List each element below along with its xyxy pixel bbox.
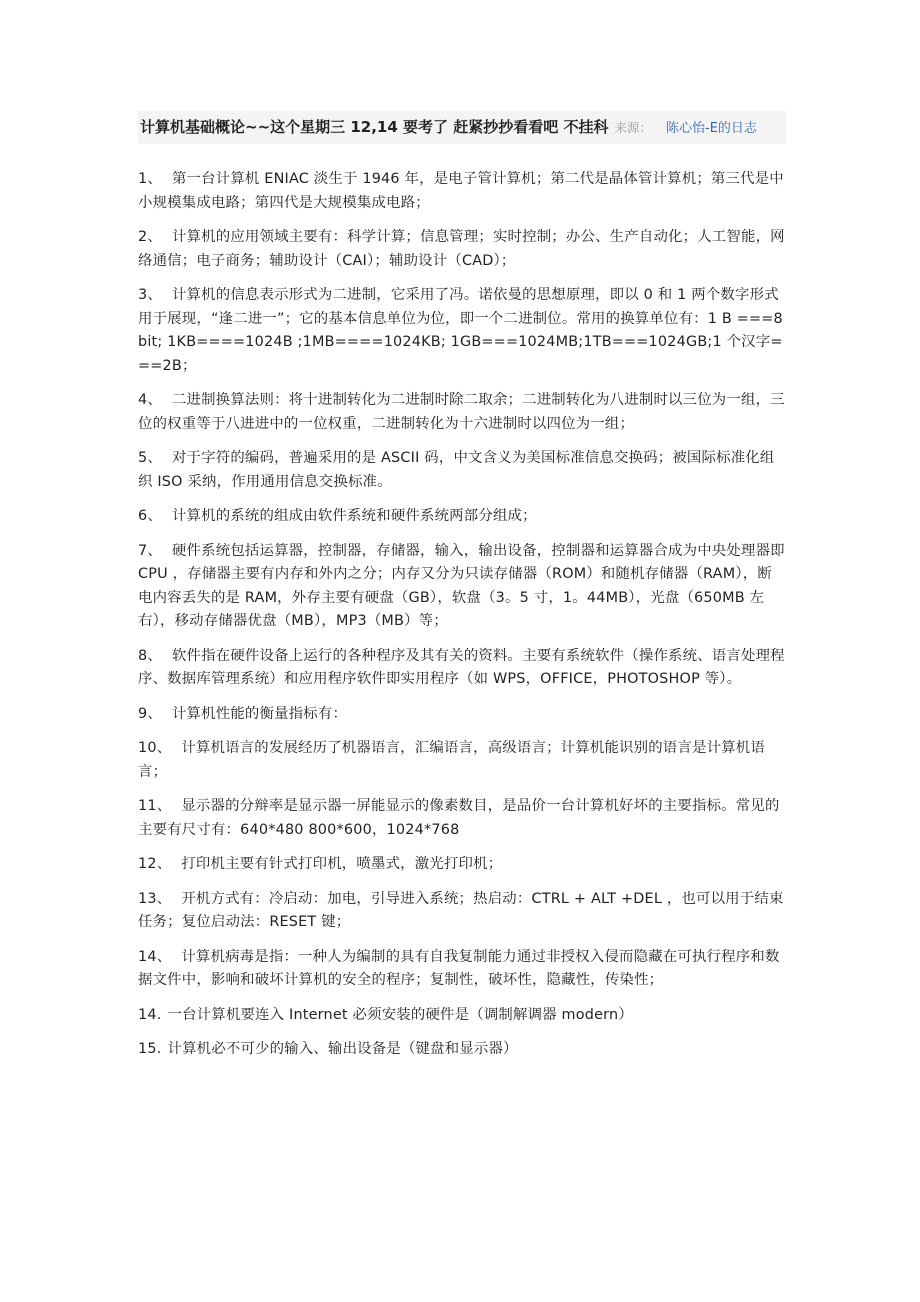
item-number: 13、 xyxy=(138,890,172,907)
item-number: 1、 xyxy=(138,171,162,187)
author-link[interactable]: 陈心怡-E的日志 xyxy=(666,121,757,136)
item-number: 15. xyxy=(138,1041,162,1057)
item-text: 第一台计算机 ENIAC 淡生于 1946 年，是电子管计算机；第二代是晶体管计算机；第三代是中小规模集成电路；第四代是大规模集成电路； xyxy=(138,171,784,211)
content-list xyxy=(138,168,786,1062)
item-number: 11、 xyxy=(138,798,172,814)
list-item xyxy=(138,447,786,494)
item-number: 10、 xyxy=(138,740,172,756)
list-item xyxy=(138,1038,786,1062)
item-text: 打印机主要有针式打印机，喷墨式，激光打印机； xyxy=(181,856,503,872)
item-text: 对于字符的编码，普遍采用的是 ASCII 码，中文含义为美国标准信息交换码；被国际标准化组织 ISO 采纳，作用通用信息交换标准。 xyxy=(138,450,775,490)
item-number: 4、 xyxy=(138,392,162,408)
item-text: 硬件系统包括运算器，控制器，存储器，输入，输出设备，控制器和运算器合成为中央处理器即 CPU ，存储器主要有内存和外内之分；内存又分为只读存储器（ROM）和随机存储器（RAM），断电内容丢失的是 RAM，外存主要有硬盘（GB），软盘（3。5 寸，1。44MB），光盘（650MB 左右），移动存储器优盘（MB），MP3（MB）等； xyxy=(138,542,785,629)
item-number: 5、 xyxy=(138,450,162,466)
list-item xyxy=(138,946,786,993)
item-text: 一台计算机要连入 Internet 必须安装的硬件是（调制解调器 modern） xyxy=(167,1006,633,1023)
item-text: 计算机性能的衡量指标有： xyxy=(171,705,348,722)
item-text: 计算机的系统的组成由软件系统和硬件系统两部分组成； xyxy=(171,508,537,524)
list-item xyxy=(138,737,786,784)
list-item xyxy=(138,168,786,215)
item-number: 3、 xyxy=(138,287,162,303)
item-number: 12、 xyxy=(138,856,172,872)
list-item xyxy=(138,1004,786,1028)
item-number: 7、 xyxy=(138,542,162,559)
document-page xyxy=(138,111,786,1073)
list-item xyxy=(138,645,786,692)
item-number: 14、 xyxy=(138,948,172,965)
post-header xyxy=(138,111,786,144)
list-item xyxy=(138,505,786,529)
list-item xyxy=(138,795,786,842)
item-text: 计算机病毒是指：一种人为编制的具有自我复制能力通过非授权入侵而隐藏在可执行程序和数据文件中，影响和破坏计算机的安全的程序；复制性，破坏性，隐藏性，传染性； xyxy=(138,948,780,988)
item-number: 2、 xyxy=(138,229,162,245)
item-text: 计算机的信息表示形式为二进制，它采用了冯。诺依曼的思想原理，即以 0 和 1 两个数字形式用于展现，“逢二进一”；它的基本信息单位为位，即一个二进制位。常用的换算单位有：1 B ===8bit; 1KB====1024B ;1MB====1024KB; 1GB===1024MB;1TB===1024GB;1 个汉字===2B； xyxy=(138,287,783,374)
list-item xyxy=(138,853,786,877)
list-item xyxy=(138,389,786,436)
list-item xyxy=(138,226,786,273)
item-text: 计算机必不可少的输入、输出设备是（键盘和显示器） xyxy=(167,1041,518,1057)
item-text: 计算机语言的发展经历了机器语言，汇编语言，高级语言；计算机能识别的语言是计算机语言； xyxy=(138,740,765,780)
item-text: 二进制换算法则：将十进制转化为二进制时除二取余；二进制转化为八进制时以三位为一组，三位的权重等于八进进中的一位权重，二进制转化为十六进制时以四位为一组； xyxy=(138,392,785,432)
item-number: 6、 xyxy=(138,508,162,524)
list-item xyxy=(138,703,786,727)
list-item xyxy=(138,888,786,935)
item-text: 开机方式有：冷启动：加电，引导进入系统；热启动：CTRL + ALT +DEL ，也可以用于结束任务；复位启动法：RESET 键； xyxy=(138,890,784,930)
item-text: 软件指在硬件设备上运行的各种程序及其有关的资料。主要有系统软件（操作系统、语言处理程序、数据库管理系统）和应用程序软件即实用程序（如 WPS，OFFICE，PHOTOSHOP 等）。 xyxy=(138,647,785,687)
item-text: 计算机的应用领域主要有：科学计算；信息管理；实时控制；办公、生产自动化；人工智能，网络通信；电子商务；辅助设计（CAI）；辅助设计（CAD）； xyxy=(138,229,785,269)
list-item xyxy=(138,284,786,378)
item-text: 显示器的分辩率是显示器一屏能显示的像素数目，是品价一台计算机好坏的主要指标。常见的主要有尺寸有：640*480 800*600，1024*768 xyxy=(138,798,780,838)
list-item xyxy=(138,540,786,634)
item-number: 8、 xyxy=(138,647,162,664)
item-number: 14. xyxy=(138,1006,162,1023)
source-label: 来源： xyxy=(614,120,652,135)
post-title: 计算机基础概论~~这个星期三 12,14 要考了 赶紧抄抄看看吧 不挂科 xyxy=(140,118,609,136)
item-number: 9、 xyxy=(138,705,162,722)
